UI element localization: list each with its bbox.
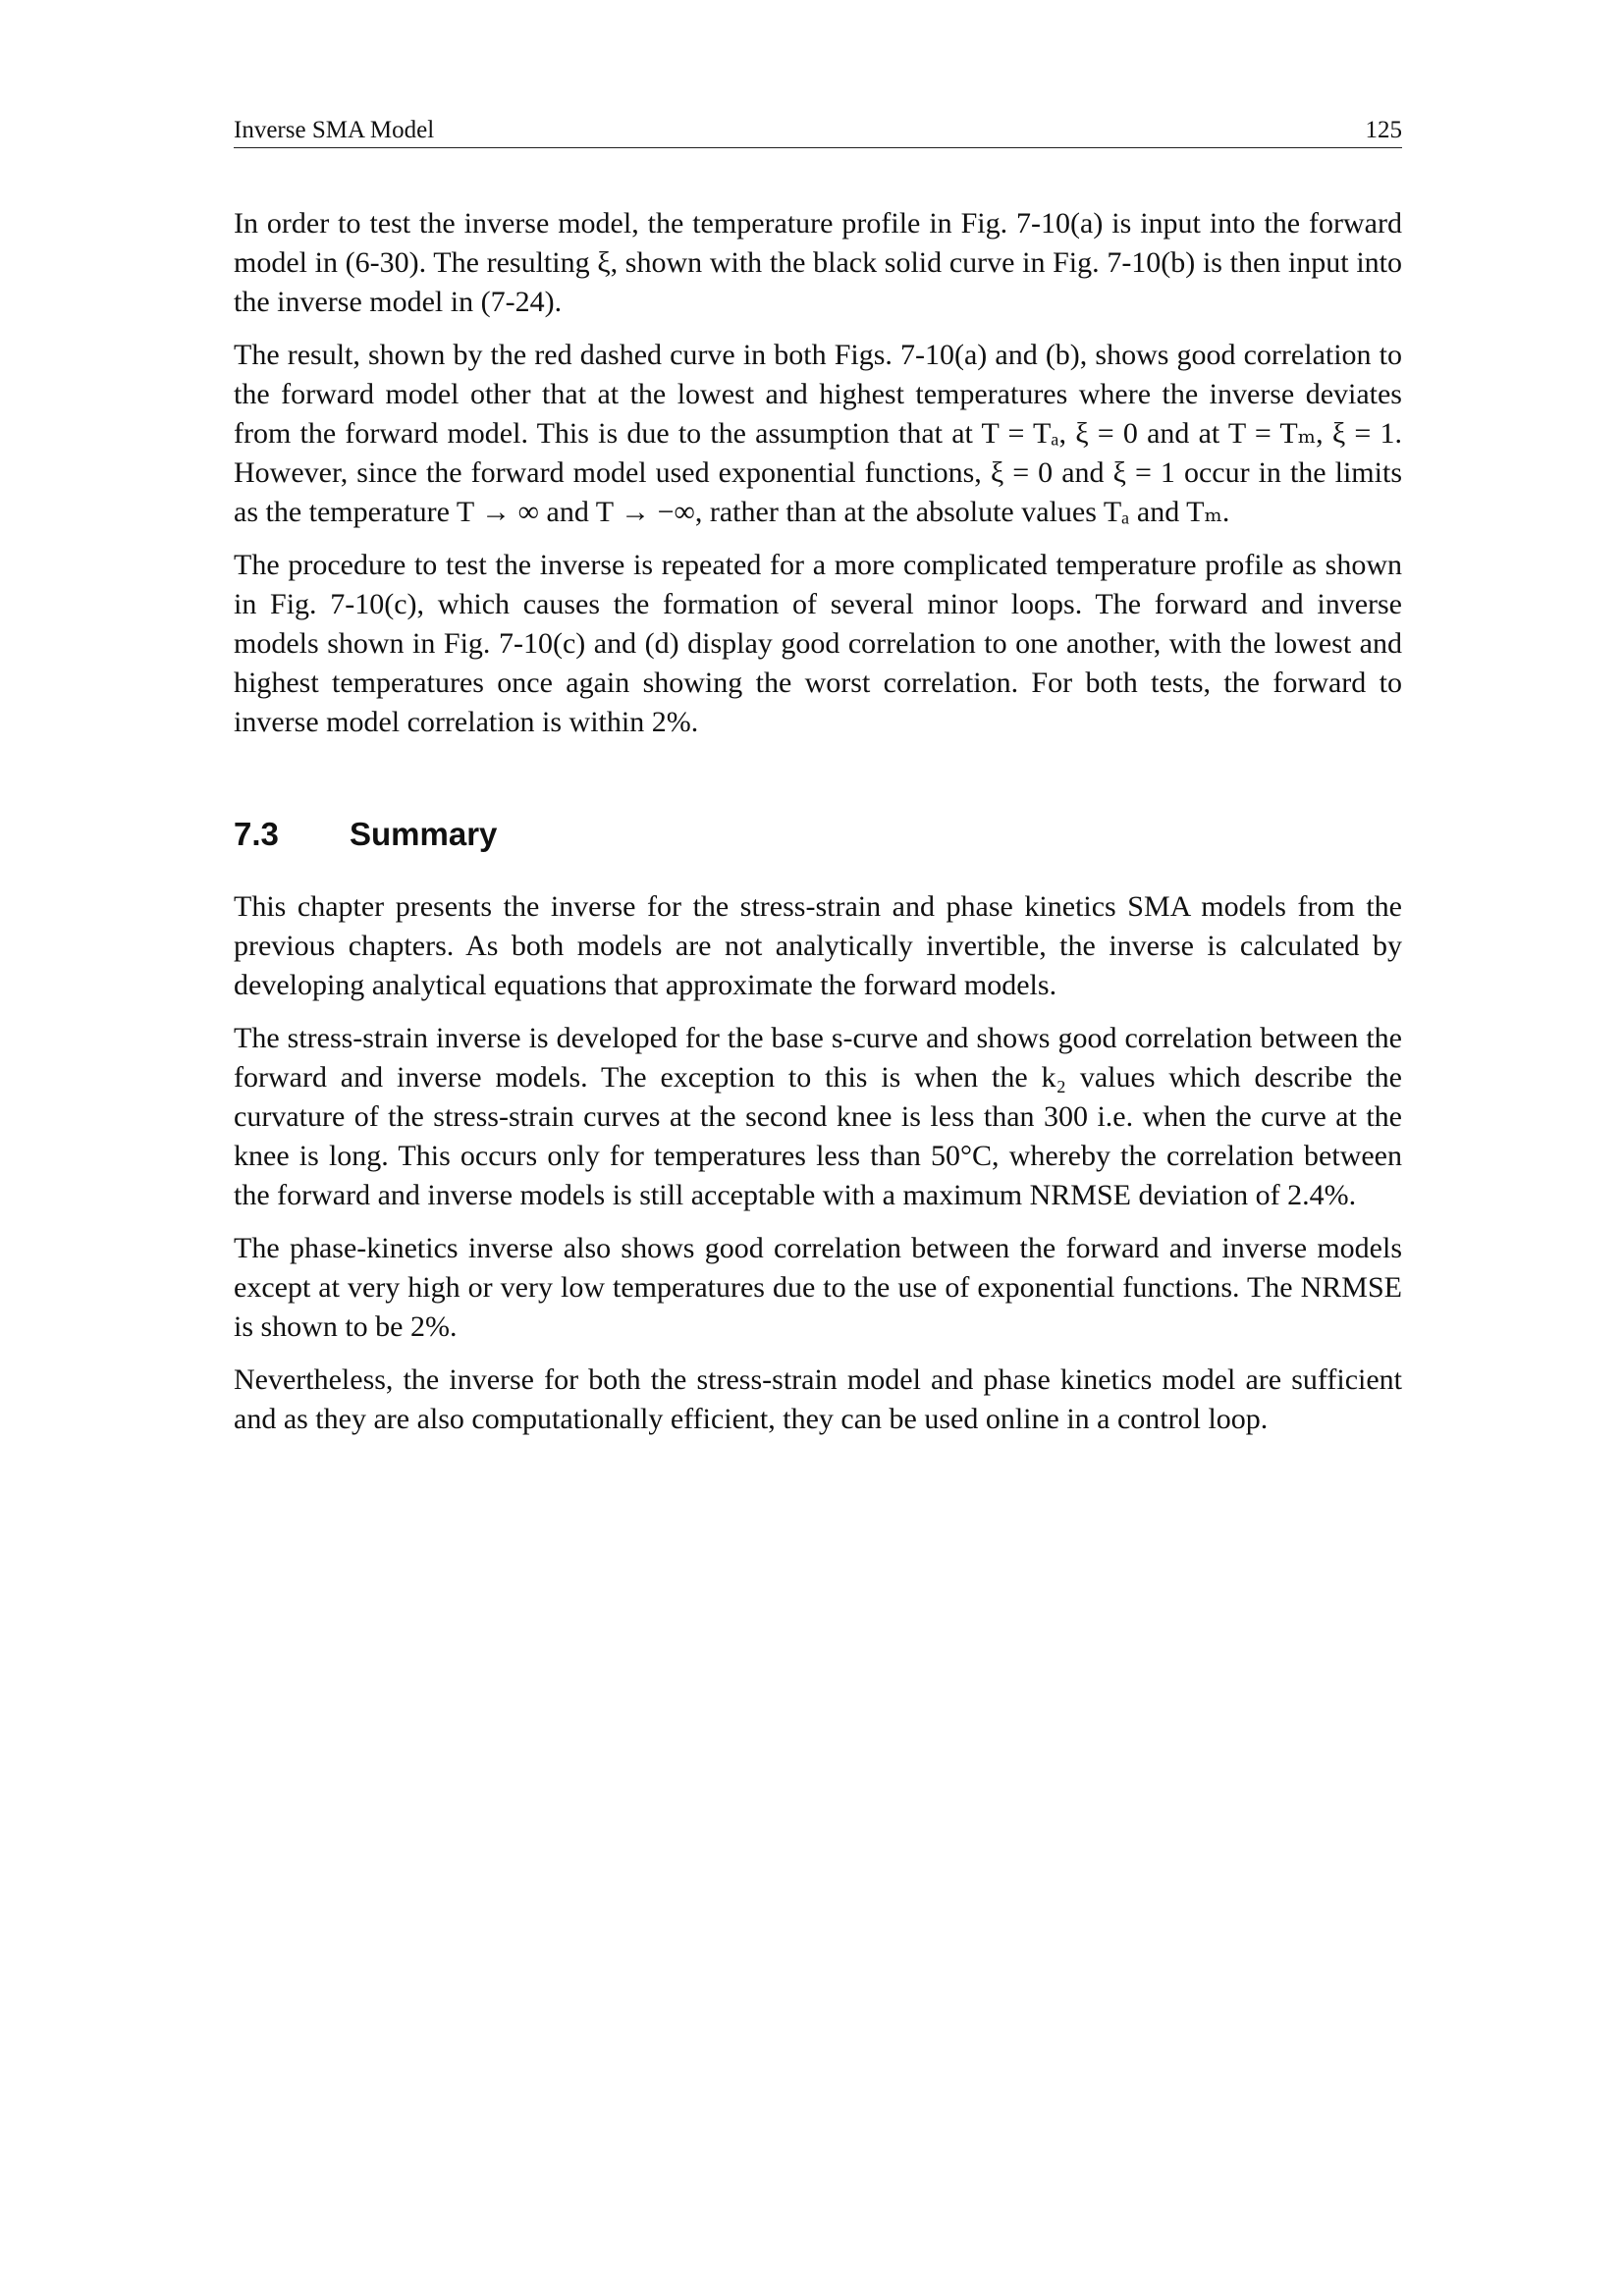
page-number: 125	[1365, 117, 1402, 143]
paragraph-stress-strain-inverse: The stress-strain inverse is developed for the base s-curve and shows good correlation between the forward and inverse models. The exception to this is when the k₂ values which describe the curvature of the stress-strain curves at the second knee is less than 300 i.e. when the curve at the knee is long. This occurs only for temperatures less than 50°C, whereby the correlation between the forward and inverse models is still acceptable with a maximum NRMSE deviation of 2.4%.	[234, 1022, 1402, 1211]
paragraph-conclusion: Nevertheless, the inverse for both the stress-strain model and phase kinetics model are sufficient and as they are also computationally efficient, they can be used online in a control loop.	[234, 1363, 1402, 1435]
page-header	[234, 110, 1402, 148]
paragraph-result: The result, shown by the red dashed curve in both Figs. 7-10(a) and (b), shows good correlation to the forward model other that at the lowest and highest temperatures where the inverse deviates from the forward model. This is due to the assumption that at T = Tₐ, ξ = 0 and at T = Tₘ, ξ = 1. However, since the forward model used exponential functions, ξ = 0 and ξ = 1 occur in the limits as the temperature T → ∞ and T → −∞, rather than at the absolute values Tₐ and Tₘ.	[234, 339, 1402, 528]
paragraph-phase-kinetics-inverse: The phase-kinetics inverse also shows good correlation between the forward and inverse models except at very high or very low temperatures due to the use of exponential functions. The NRMSE is shown to be 2%.	[234, 1232, 1402, 1343]
paragraph-procedure: The procedure to test the inverse is repeated for a more complicated temperature profile as shown in Fig. 7-10(c), which causes the formation of several minor loops. The forward and inverse models shown in Fig. 7-10(c) and (d) display good correlation to one another, with the lowest and highest temperatures once again showing the worst correlation. For both tests, the forward to inverse model correlation is within 2%.	[234, 549, 1402, 738]
section-title: Summary	[350, 816, 498, 852]
section-number: 7.3	[234, 816, 279, 852]
section-heading	[234, 815, 1402, 854]
running-title: Inverse SMA Model	[234, 117, 435, 143]
paragraph-chapter-overview: This chapter presents the inverse for the stress-strain and phase kinetics SMA models from the previous chapters. As both models are not analytically invertible, the inverse is calculated by developing analytical equations that approximate the forward models.	[234, 890, 1402, 1001]
paragraph-inverse-test: In order to test the inverse model, the temperature profile in Fig. 7-10(a) is input into the forward model in (6-30). The resulting ξ, shown with the black solid curve in Fig. 7-10(b) is then input into the inverse model in (7-24).	[234, 207, 1402, 318]
body-text	[234, 204, 1402, 1453]
